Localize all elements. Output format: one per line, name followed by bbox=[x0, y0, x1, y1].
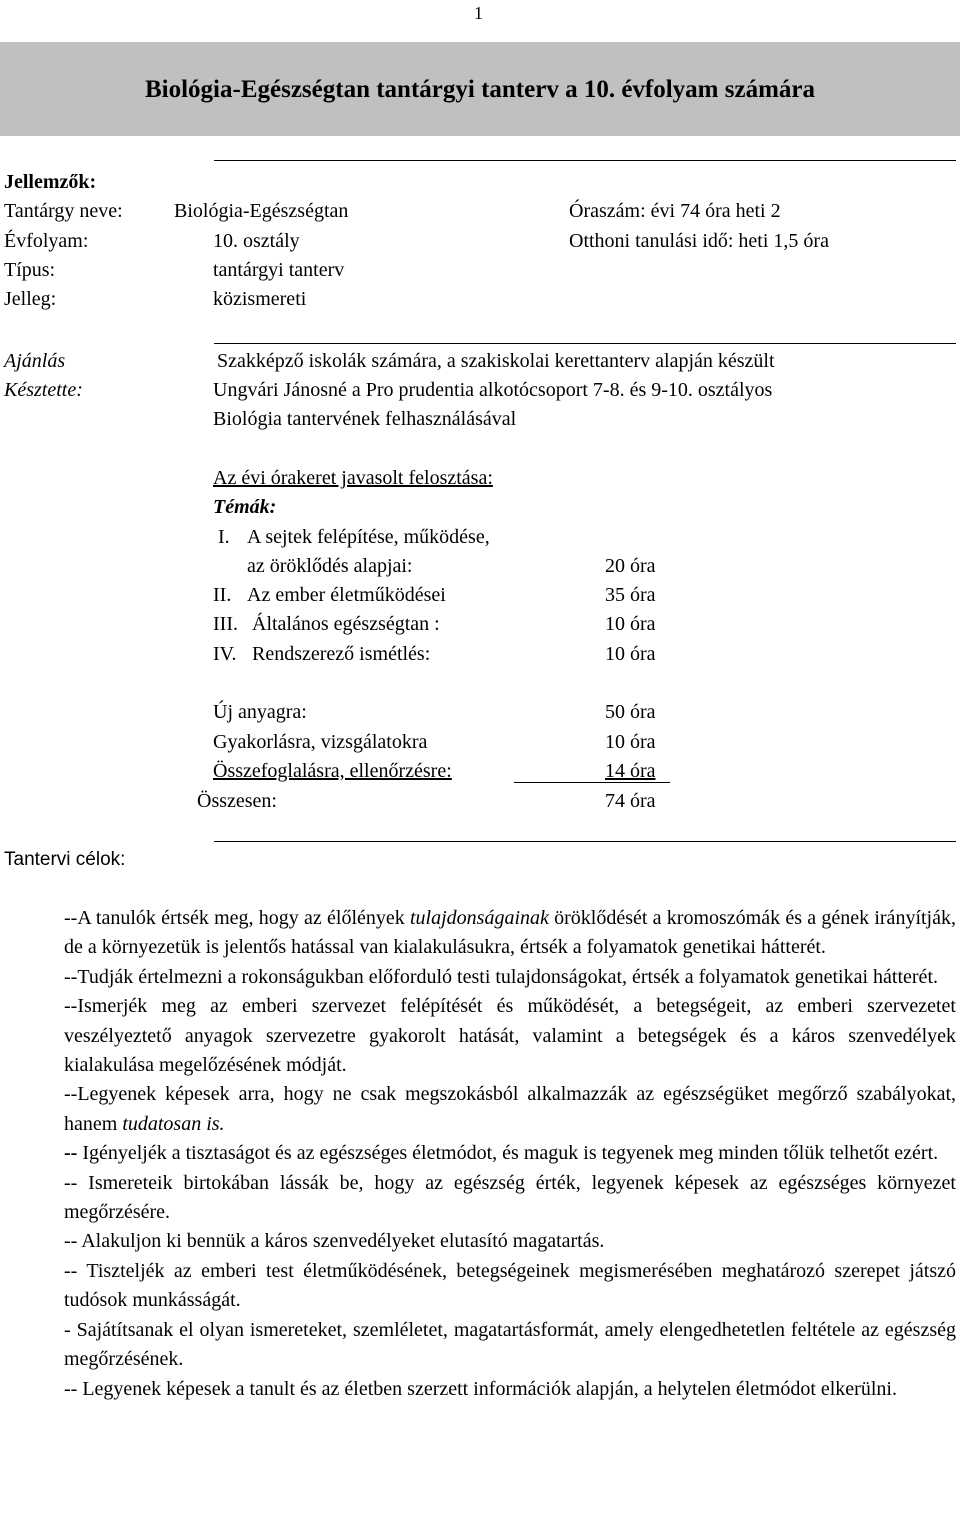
author-label: Késztette: bbox=[4, 379, 83, 401]
nature-label: Jelleg: bbox=[4, 288, 57, 310]
summary-label: Gyakorlásra, vizsgálatokra bbox=[213, 731, 428, 753]
topic-number: I. bbox=[218, 526, 230, 548]
goals-heading: Tantervi célok: bbox=[4, 849, 126, 870]
goal-item: -- Tiszteljék az emberi test életműködésének, betegségeinek megismerésében meghatározó szerepet játszó tudósok munkásságát. bbox=[64, 1259, 956, 1312]
goal-item: -- Igényeljék a tisztaságot és az egészséges életmódot, és maguk is tegyenek meg minden tőlük telhetőt ezért. bbox=[64, 1142, 939, 1165]
topic-hours: 35 óra bbox=[605, 584, 656, 606]
sum-underline bbox=[514, 782, 670, 783]
recommendation-value: Szakképző iskolák számára, a szakiskolai kerettanterv alapján készült bbox=[217, 350, 775, 372]
summary-label: Új anyagra: bbox=[213, 701, 307, 723]
topic-hours: 20 óra bbox=[605, 555, 656, 577]
home-study-info: Otthoni tanulási idő: heti 1,5 óra bbox=[569, 230, 829, 252]
goal-item: --Tudják értelmezni a rokonságukban előforduló testi tulajdonságokat, értsék a folyamatok genetikai hátterét. bbox=[64, 965, 938, 988]
total-hours: 74 óra bbox=[605, 790, 656, 812]
topic-number: II. bbox=[213, 584, 232, 606]
topic-title: Az ember életműködései bbox=[247, 584, 446, 606]
topic-title: Általános egészségtan : bbox=[252, 613, 440, 635]
summary-label: Összefoglalásra, ellenőrzésre: bbox=[213, 760, 452, 782]
total-label: Összesen: bbox=[197, 790, 277, 812]
topic-hours: 10 óra bbox=[605, 613, 656, 635]
goal-item: --A tanulók értsék meg, hogy az élőlények tulajdonságainak öröklődését a kromoszómák és a gének irányítják, de a környezetük is jelentős hatással van kialakulásukra, értsék a folyamatok genetikai hátterét. bbox=[64, 907, 956, 959]
page-number: 1 bbox=[474, 3, 483, 23]
grade-value: 10. osztály bbox=[213, 230, 300, 252]
page-title: Biológia-Egészségtan tantárgyi tanterv a 10. évfolyam számára bbox=[144, 76, 816, 103]
author-line-1: Ungvári Jánosné a Pro prudentia alkotócsoport 7-8. és 9-10. osztályos bbox=[213, 379, 773, 401]
topic-number: IV. bbox=[213, 643, 237, 665]
summary-hours: 14 óra bbox=[605, 760, 656, 782]
topics-label: Témák: bbox=[213, 496, 277, 518]
type-value: tantárgyi tanterv bbox=[213, 259, 345, 281]
goal-item: --Legyenek képesek arra, hogy ne csak megszokásból alkalmazzák az egészségüket megőrző szabályokat, hanem tudatosan is. bbox=[64, 1083, 956, 1135]
goal-item: -- Ismereteik birtokában lássák be, hogy az egészség érték, legyenek képesek az egészséges környezet megőrzésére. bbox=[64, 1171, 956, 1224]
hours-info: Óraszám: évi 74 óra heti 2 bbox=[569, 200, 781, 222]
summary-hours: 10 óra bbox=[605, 731, 656, 753]
topic-title-continued: az öröklődés alapjai: bbox=[247, 555, 413, 577]
allocation-heading: Az évi órakeret javasolt felosztása: bbox=[213, 467, 493, 489]
goal-item: - Sajátítsanak el olyan ismereteket, szemléletet, magatartásformát, amely elengedhetetlen feltétele az egészség megőrzésének. bbox=[64, 1318, 956, 1371]
goal-item: -- Legyenek képesek a tanult és az életben szerzett információk alapján, a helytelen életmódot elkerülni. bbox=[64, 1377, 897, 1400]
topic-hours: 10 óra bbox=[605, 643, 656, 665]
nature-value: közismereti bbox=[213, 288, 307, 310]
grade-label: Évfolyam: bbox=[4, 230, 89, 252]
characteristics-heading: Jellemzők: bbox=[4, 171, 97, 193]
goal-item: -- Alakuljon ki bennük a káros szenvedélyeket elutasító magatartás. bbox=[64, 1230, 605, 1253]
topic-title: A sejtek felépítése, működése, bbox=[247, 526, 490, 548]
goals-list bbox=[64, 904, 956, 1404]
type-label: Típus: bbox=[4, 259, 56, 281]
topic-title: Rendszerező ismétlés: bbox=[252, 643, 431, 665]
divider-top bbox=[214, 160, 956, 161]
divider-recommendation bbox=[214, 343, 956, 344]
divider-goals bbox=[214, 841, 956, 842]
goal-item: --Ismerjék meg az emberi szervezet felépítését és működését, a betegségeit, az emberi szervezetet veszélyeztető anyagok szervezetre gyakorolt hatását, valamint a betegségek és a káros szenvedélyek kialakulása megelőzésének módját. bbox=[64, 995, 956, 1077]
subject-value: Biológia-Egészségtan bbox=[174, 200, 349, 222]
recommendation-label: Ajánlás bbox=[4, 350, 66, 372]
summary-hours: 50 óra bbox=[605, 701, 656, 723]
topic-number: III. bbox=[213, 613, 238, 635]
author-line-2: Biológia tantervének felhasználásával bbox=[213, 408, 517, 430]
subject-label: Tantárgy neve: bbox=[4, 200, 123, 222]
